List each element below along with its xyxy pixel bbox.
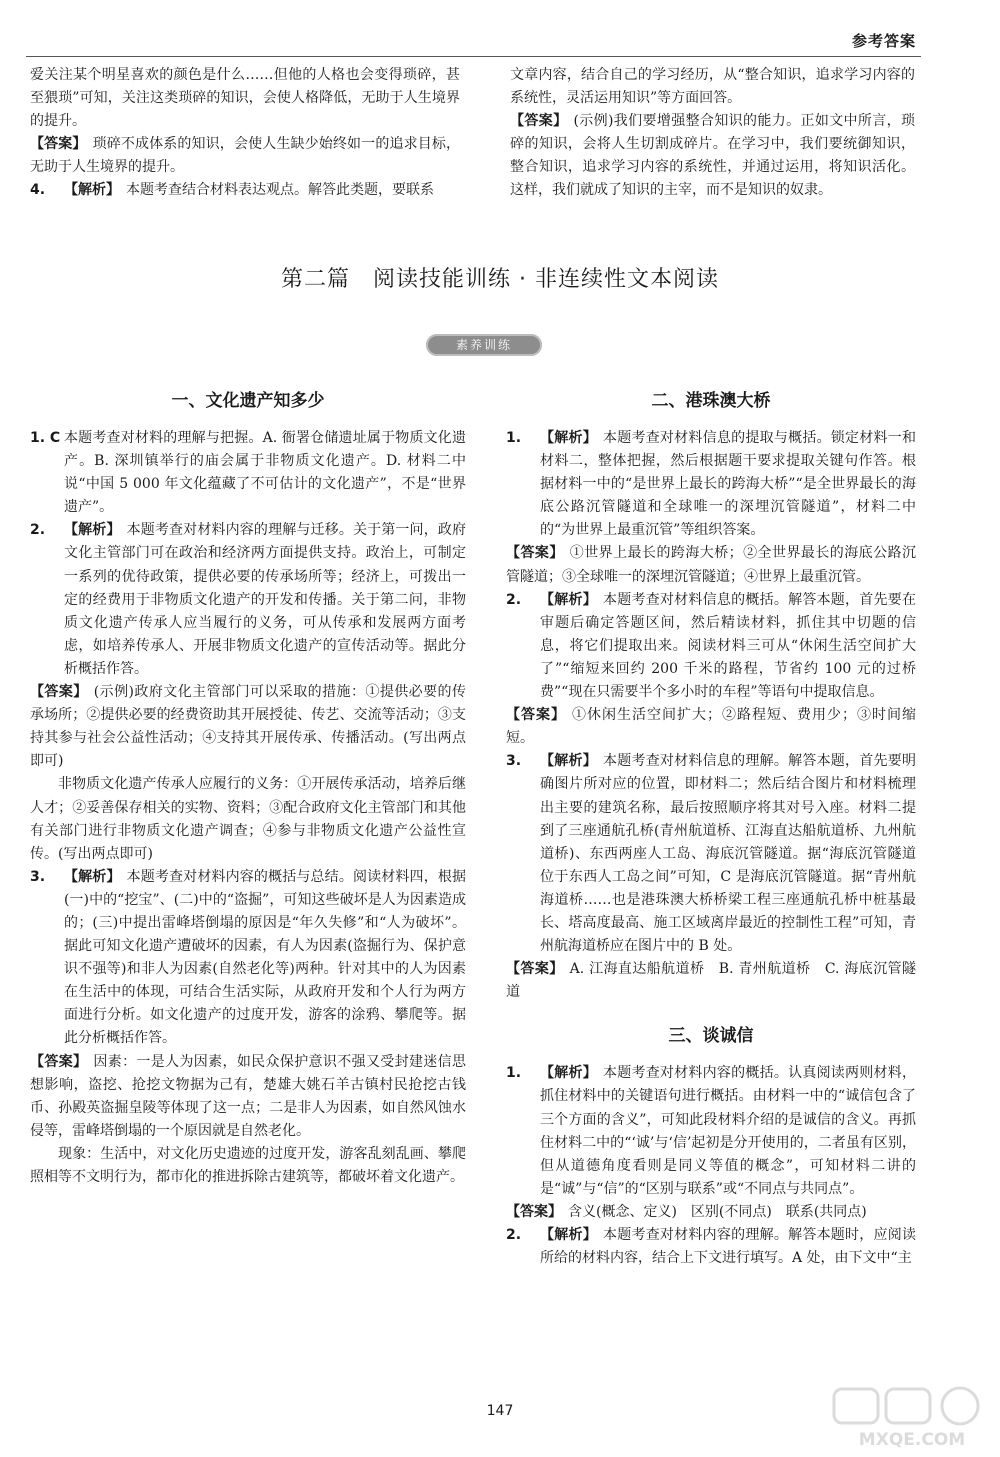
analysis-text: 本题考查对材料内容的理解。解答本题时，应阅读所给的材料内容，结合上下文进行填写。A 处，由下文中“主: [540, 1227, 917, 1267]
answer-tag: 【答案】: [506, 707, 566, 724]
analysis-text: 本题考查对材料信息的概括。解答本题，首先要在审题后确定答题区间，然后精读材料，抓住其中切题的信息，将它们提取出来。阅读材料三可从“休闲生活空间扩大了”“缩短来回约 200 千米的路程，节省约 100 元的过桥费”“现在只需要半个多小时的车程”等语句中提取信息。: [540, 591, 917, 701]
question-1: [30, 427, 466, 519]
answer-continued: 非物质文化遗产传承人应履行的义务：①开展传承活动，培养后继人才；②妥善保存相关的实物、资料；③配合政府文化主管部门和其他有关部门进行非物质文化遗产调查；④参与非物质文化遗产公益性宣传。(写出两点即可): [30, 776, 466, 862]
answer-block: [510, 110, 915, 202]
running-header: 参考答案: [851, 32, 916, 50]
page-number: 147: [486, 1403, 514, 1419]
answer-text: 含义(概念、定义) 区别(不同点) 联系(共同点): [568, 1203, 867, 1220]
answer-block: [30, 133, 460, 179]
question-2: [506, 589, 916, 704]
watermark-text: MXQE.COM: [858, 1430, 966, 1450]
answer-text: ①世界上最长的跨海大桥；②全世界最长的海底公路沉管隧道；③全球唯一的深埋沉管隧道；④世界上最重沉管。: [506, 545, 917, 585]
answer-block: [30, 681, 466, 773]
section-heading: 一、文化遗产知多少: [171, 391, 325, 411]
answer-text: ①休闲生活空间扩大；②路程短、费用少；③时间缩短。: [506, 707, 916, 747]
top-left-column: [30, 64, 460, 203]
answer-text: A. 江海直达船航道桥 B. 青州航道桥 C. 海底沉管隧道: [506, 961, 917, 1001]
question-2: [506, 1224, 916, 1270]
question-number: 3.: [506, 753, 522, 770]
analysis-text: 本题考查结合材料表达观点。解答此类题，要联系: [126, 182, 434, 199]
answer-tag: 【答案】: [506, 545, 564, 562]
question-1: [506, 427, 916, 542]
watermark-logo: [830, 1385, 995, 1451]
answer-block: [506, 542, 916, 588]
section-heading: 三、谈诚信: [668, 1026, 754, 1047]
answer-block: [506, 1201, 916, 1224]
answer-text: 因素：一是人为因素，如民众保护意识不强又受封建迷信思想影响，盗挖、抢挖文物据为己有，楚雄大姚石羊古镇村民抢挖古钱币、孙殿英盗掘皇陵等体现了这一点；二是非人为因素，如自然风蚀水侵等，雷峰塔倒塌的一个原因就是自然老化。: [30, 1053, 467, 1139]
analysis-tag: 【解析】: [540, 1065, 597, 1082]
answer-tag: 【答案】: [30, 1053, 88, 1070]
header-rule: [26, 56, 921, 57]
answer-tag: 【答案】: [30, 684, 88, 701]
answer-continued: 现象：生活中，对文化历史遗迹的过度开发，游客乱刻乱画、攀爬照相等不文明行为，都市化的推进拆除古建筑等，都破坏着文化遗产。: [30, 1145, 466, 1185]
question-number: 1.: [506, 1065, 522, 1082]
answer-tag: 【答案】: [506, 1203, 562, 1220]
question-text: 本题考查对材料的理解与把握。A. 衙署仓储遗址属于物质文化遗产。B. 深圳镇举行的庙会属于非物质文化遗产。D. 材料二中说“中国 5 000 年文化蕴藏了不可估计的文化遗产”，不是“世界遗产”。: [64, 430, 466, 516]
question-number: 1. C: [30, 430, 61, 446]
question-1: [506, 1062, 916, 1201]
analysis-text: 本题考查对材料内容的概括。认真阅读两则材料，抓住材料中的关键语句进行概括。由材料一中的“诚信包含了三个方面的含义”，可知此段材料介绍的是诚信的含义。再抓住材料二中的“‘诚’与‘信’起初是分开使用的，二者虽有区别，但从道德角度看则是同义等值的概念”，可知材料二讲的是“诚”与“信”的“区别与联系”或“不同点与共同点”。: [540, 1065, 917, 1197]
question-3: [30, 866, 466, 1051]
left-column: [30, 387, 466, 1189]
answer-text: (示例)我们要增强整合知识的能力。正如文中所言，琐碎的知识，会将人生切割成碎片。在学习中，我们要统御知识，整合知识，追求学习内容的系统性，并通过运用，将知识活化。这样，我们就成了知识的主宰，而不是知识的奴隶。: [510, 113, 915, 199]
answer-block: [30, 1051, 466, 1143]
analysis-tag: 【解析】: [64, 182, 120, 199]
analysis-tag: 【解析】: [540, 1227, 597, 1243]
answer-text: 琐碎不成体系的知识，会使人生缺少始终如一的追求目标，无助于人生境界的提升。: [30, 136, 461, 176]
answer-tag: 【答案】: [506, 961, 564, 978]
analysis-text: 本题考查对材料内容的理解与迁移。关于第一问，政府文化主管部门可在政治和经济两方面提供支持。政治上，可制定一系列的优待政策，提供必要的传承场所等；经济上，可拨出一定的经费用于非物质文化遗产的开发和传播。关于第二问，非物质文化遗产传承人应当履行的义务，可从传承和发展两方面考虑，如培养传承人、开展非物质文化遗产的宣传活动等。据此分析概括作答。: [64, 522, 466, 677]
question-2: [30, 519, 466, 681]
continuation-text: 文章内容，结合自己的学习经历，从“整合知识，追求学习内容的系统性，灵活运用知识”等方面回答。: [510, 67, 915, 107]
analysis-text: 本题考查对材料内容的概括与总结。阅读材料四，根据(一)中的“挖宝”、(二)中的“盗掘”，可知这些破坏是人为因素造成的；(三)中提出雷峰塔倒塌的原因是“年久失修”和“人为破坏”。据此可知文化遗产遭破坏的因素，有人为因素(盗掘行为、保护意识不强等)和非人为因素(自然老化等)两种。针对其中的人为因素在生活中的体现，可结合生活实际，从政府开发和个人行为两方面进行分析。如文化遗产的过度开发，游客的涂鸦、攀爬等。据此分析概括作答。: [64, 868, 466, 1047]
analysis-text: 本题考查对材料信息的理解。解答本题，首先要明确图片所对应的位置，即材料二；然后结合图片和材料梳理出主要的建筑名称，最后按照顺序将其对号入座。材料二提到了三座通航孔桥(青州航道桥、江海直达船航道桥、九州航道桥)、东西两座人工岛、海底沉管隧道。据“海底沉管隧道位于东西人工岛之间”可知，C 是海底沉管隧道。据“青州航海道桥……也是港珠澳大桥桥梁工程三座通航孔桥中桩基最长、塔高度最高、施工区域离岸最近的控制性工程”可知，青州航海道桥应在图片中的 B 处。: [540, 753, 917, 955]
answer-block: [506, 958, 916, 1004]
analysis-text: 本题考查对材料信息的提取与概括。锁定材料一和材料二，整体把握，然后根据题干要求提取关键句作答。根据材料一中的“是世界上最长的跨海大桥”“是全世界最长的海底公路沉管隧道和全球唯一的深埋沉管隧道”，材料二中的“为世界上最重沉管”等组织答案。: [540, 430, 917, 539]
question-number: 2.: [506, 591, 522, 608]
analysis-tag: 【解析】: [64, 522, 121, 539]
question-4: [30, 179, 460, 202]
question-number: 2.: [506, 1227, 522, 1243]
right-column: [506, 387, 916, 1270]
top-right-column: [510, 64, 915, 203]
answer-tag: 【答案】: [510, 113, 568, 130]
part-title: 第二篇 阅读技能训练 · 非连续性文本阅读: [281, 267, 719, 292]
question-number: 3.: [30, 868, 46, 885]
analysis-tag: 【解析】: [540, 753, 597, 770]
answer-block: [506, 704, 916, 750]
section-badge: 素养训练: [426, 334, 542, 356]
answer-tag: 【答案】: [30, 136, 87, 153]
continuation-text: 爱关注某个明星喜欢的颜色是什么……但他的人格也会变得琐碎，甚至猥琐”可知，关注这类琐碎的知识，会使人格降低，无助于人生境界的提升。: [30, 67, 460, 130]
answer-text: (示例)政府文化主管部门可以采取的措施：①提供必要的传承场所；②提供必要的经费资助其开展授徒、传艺、交流等活动；③支持其参与社会公益性活动；④支持其开展传承、传播活动。(写出两点即可): [30, 684, 466, 770]
question-number: 4.: [30, 182, 46, 199]
section-gap: [506, 1004, 916, 1022]
analysis-tag: 【解析】: [540, 430, 597, 446]
question-number: 1.: [506, 430, 522, 446]
watermark-graphic: [830, 1385, 995, 1451]
section-heading: 二、港珠澳大桥: [651, 391, 771, 411]
question-3: [506, 750, 916, 958]
analysis-tag: 【解析】: [64, 868, 121, 885]
analysis-tag: 【解析】: [540, 591, 597, 608]
question-number: 2.: [30, 522, 46, 539]
